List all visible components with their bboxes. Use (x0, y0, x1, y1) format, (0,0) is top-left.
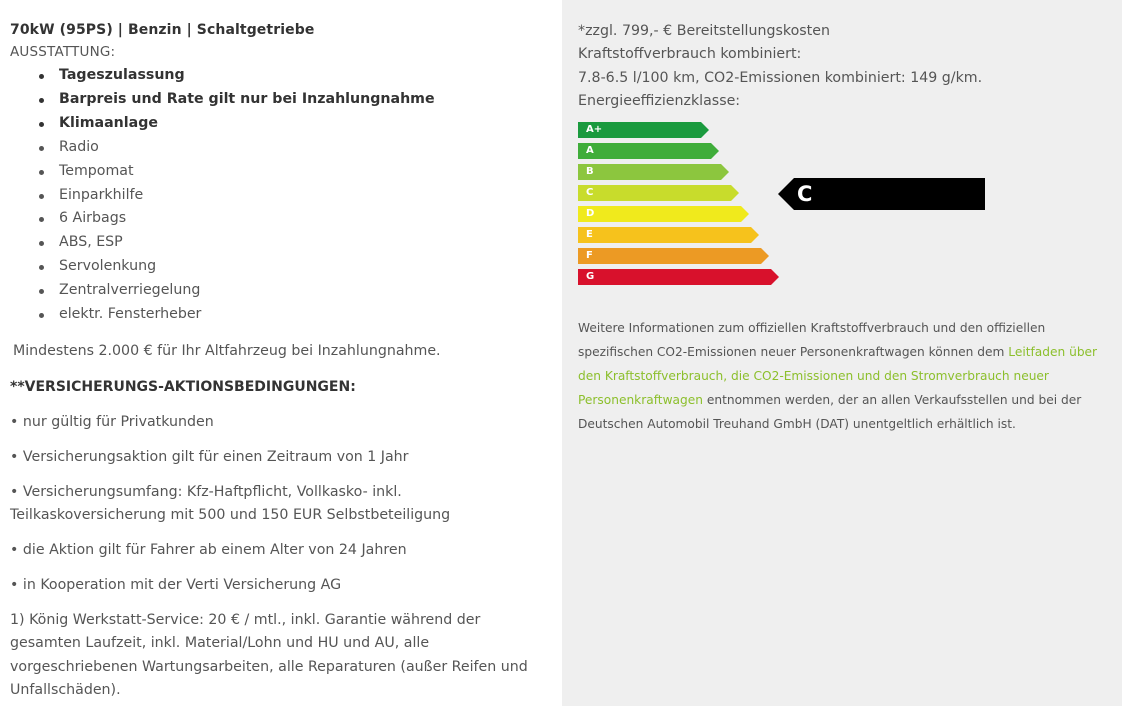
equipment-item: Servolenkung (39, 255, 562, 279)
engine-headline: 70kW (95PS) | Benzin | Schaltgetriebe (10, 22, 315, 38)
equipment-item: Radio (39, 136, 562, 160)
equipment-item: Einparkhilfe (39, 184, 562, 208)
energy-class-bar (578, 143, 719, 159)
insurance-condition-item: • in Kooperation mit der Verti Versicherung AG (10, 576, 342, 593)
energy-class-bar (578, 206, 749, 222)
insurance-condition-item: • Versicherungsumfang: Kfz-Haftpflicht, Vollkasko- inkl. Teilkaskoversicherung mit 500 und 150 EUR Selbstbeteiligung (10, 483, 451, 523)
indicator-arrow-icon (778, 178, 794, 210)
consumption-info-line: Energieeffizienzklasse: (578, 93, 741, 110)
workshop-service-footnote: 1) König Werkstatt-Service: 20 € / mtl., inkl. Garantie während der gesamten Laufzeit, inkl. Material/Lohn und HU und AU, alle vorgeschriebenen Wartungsarbeiten, alle Reparaturen (außer Reifen und Unfallschäden). (10, 611, 528, 698)
energy-class-label: F (586, 249, 593, 261)
selected-class-value: C (794, 178, 985, 210)
energy-class-bar (578, 227, 759, 243)
equipment-item: 6 Airbags (39, 207, 562, 231)
insurance-condition-item: • nur gültig für Privatkunden (10, 413, 214, 430)
consumption-info-line: *zzgl. 799,- € Bereitstellungskosten (578, 23, 830, 39)
energy-class-bar (578, 122, 709, 138)
equipment-item: Tempomat (39, 160, 562, 184)
consumption-panel (562, 0, 1122, 706)
equipment-label: AUSSTATTUNG: (10, 44, 116, 60)
energy-class-label: E (586, 228, 593, 240)
energy-class-label: C (586, 186, 594, 198)
insurance-condition-item: • die Aktion gilt für Fahrer ab einem Alter von 24 Jahren (10, 541, 407, 558)
equipment-item: ABS, ESP (39, 231, 562, 255)
equipment-item: elektr. Fensterheber (39, 303, 562, 327)
legal-text-after: entnommen werden, der an allen Verkaufsstellen und bei der Deutschen Automobil Treuhand GmbH (DAT) unentgeltlich erhältlich ist. (578, 392, 1082, 431)
insurance-conditions-title: **VERSICHERUNGS-AKTIONSBEDINGUNGEN: (10, 378, 356, 395)
consumption-info-line: 7.8-6.5 l/100 km, CO2-Emissionen kombiniert: 149 g/km. (578, 69, 983, 86)
selected-class-indicator (778, 178, 985, 210)
equipment-item: Zentralverriegelung (39, 279, 562, 303)
energy-class-label: D (586, 207, 595, 219)
energy-class-bar (578, 164, 729, 180)
equipment-item: Klimaanlage (39, 112, 562, 136)
insurance-condition-item: • Versicherungsaktion gilt für einen Zeitraum von 1 Jahr (10, 448, 409, 465)
equipment-item: Tageszulassung (39, 64, 562, 88)
energy-class-label: A (586, 144, 594, 156)
consumption-info-line: Kraftstoffverbrauch kombiniert: (578, 46, 802, 63)
equipment-item: Barpreis und Rate gilt nur bei Inzahlungnahme (39, 88, 562, 112)
consumption-info (578, 20, 1122, 114)
equipment-list (10, 64, 562, 327)
fuel-guide-link[interactable]: Leitfaden über den Kraftstoffverbrauch, die CO2-Emissionen und den Stromverbrauch neuer Personenkraftwagen (578, 344, 1098, 407)
energy-class-label: B (586, 165, 594, 177)
legal-notice (578, 316, 1118, 436)
energy-efficiency-label (578, 122, 1008, 292)
energy-class-bar (578, 248, 769, 264)
trade-in-note: Mindestens 2.000 € für Ihr Altfahrzeug bei Inzahlungnahme. (13, 342, 441, 359)
insurance-conditions-list (10, 411, 562, 597)
energy-class-label: G (586, 270, 595, 282)
energy-class-label: A+ (586, 123, 603, 135)
energy-class-bar (578, 185, 739, 201)
energy-class-bar (578, 269, 779, 285)
legal-text-before: Weitere Informationen zum offiziellen Kraftstoffverbrauch und den offiziellen spezifischen CO2-Emissionen neuer Personenkraftwagen können dem (578, 320, 1046, 359)
